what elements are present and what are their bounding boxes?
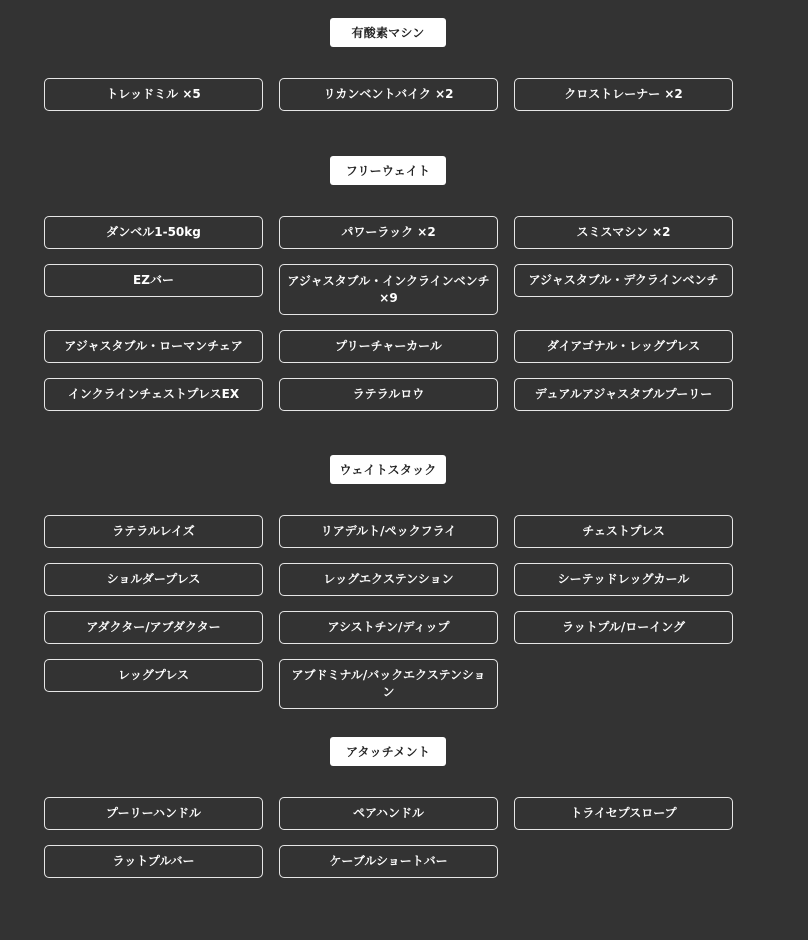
equipment-item[interactable]: アジャスタブル・ローマンチェア xyxy=(44,330,263,363)
section-title-cardio: 有酸素マシン xyxy=(330,18,446,47)
weight-stack-grid xyxy=(44,515,733,709)
equipment-item[interactable]: シーテッドレッグカール xyxy=(514,563,733,596)
equipment-item[interactable]: チェストプレス xyxy=(514,515,733,548)
section-title-free-weight: フリーウェイト xyxy=(330,156,446,185)
equipment-item[interactable]: アシストチン/ディップ xyxy=(279,611,498,644)
equipment-item[interactable]: ダイアゴナル・レッグプレス xyxy=(514,330,733,363)
equipment-item[interactable]: アジャスタブル・インクラインベンチ ×9 xyxy=(279,264,498,315)
equipment-item[interactable]: トレッドミル ×5 xyxy=(44,78,263,111)
free-weight-grid xyxy=(44,216,733,411)
equipment-item[interactable]: プーリーハンドル xyxy=(44,797,263,830)
equipment-item[interactable]: クロストレーナー ×2 xyxy=(514,78,733,111)
equipment-item[interactable]: インクラインチェストプレスEX xyxy=(44,378,263,411)
equipment-item[interactable]: レッグプレス xyxy=(44,659,263,692)
equipment-item[interactable]: プリーチャーカール xyxy=(279,330,498,363)
section-title-weight-stack: ウェイトスタック xyxy=(330,455,446,484)
attachment-grid xyxy=(44,797,733,878)
equipment-item[interactable]: パワーラック ×2 xyxy=(279,216,498,249)
equipment-item[interactable]: ラットプルバー xyxy=(44,845,263,878)
equipment-item[interactable]: スミスマシン ×2 xyxy=(514,216,733,249)
equipment-item[interactable]: アジャスタブル・デクラインベンチ xyxy=(514,264,733,297)
equipment-item[interactable]: ラテラルロウ xyxy=(279,378,498,411)
equipment-item[interactable]: トライセプスロープ xyxy=(514,797,733,830)
equipment-item[interactable]: リアデルト/ペックフライ xyxy=(279,515,498,548)
equipment-item[interactable]: ショルダープレス xyxy=(44,563,263,596)
equipment-item[interactable]: ラテラルレイズ xyxy=(44,515,263,548)
equipment-item[interactable]: ダンベル1-50kg xyxy=(44,216,263,249)
section-title-attachment: アタッチメント xyxy=(330,737,446,766)
equipment-item[interactable]: デュアルアジャスタブルプーリー xyxy=(514,378,733,411)
equipment-item[interactable]: アダクター/アブダクター xyxy=(44,611,263,644)
equipment-item[interactable]: レッグエクステンション xyxy=(279,563,498,596)
equipment-item[interactable]: ペアハンドル xyxy=(279,797,498,830)
equipment-item[interactable]: リカンベントバイク ×2 xyxy=(279,78,498,111)
cardio-grid xyxy=(44,78,733,111)
equipment-item[interactable]: ケーブルショートバー xyxy=(279,845,498,878)
equipment-item[interactable]: アブドミナル/バックエクステンション xyxy=(279,659,498,709)
equipment-item[interactable]: EZバー xyxy=(44,264,263,297)
equipment-item[interactable]: ラットプル/ローイング xyxy=(514,611,733,644)
